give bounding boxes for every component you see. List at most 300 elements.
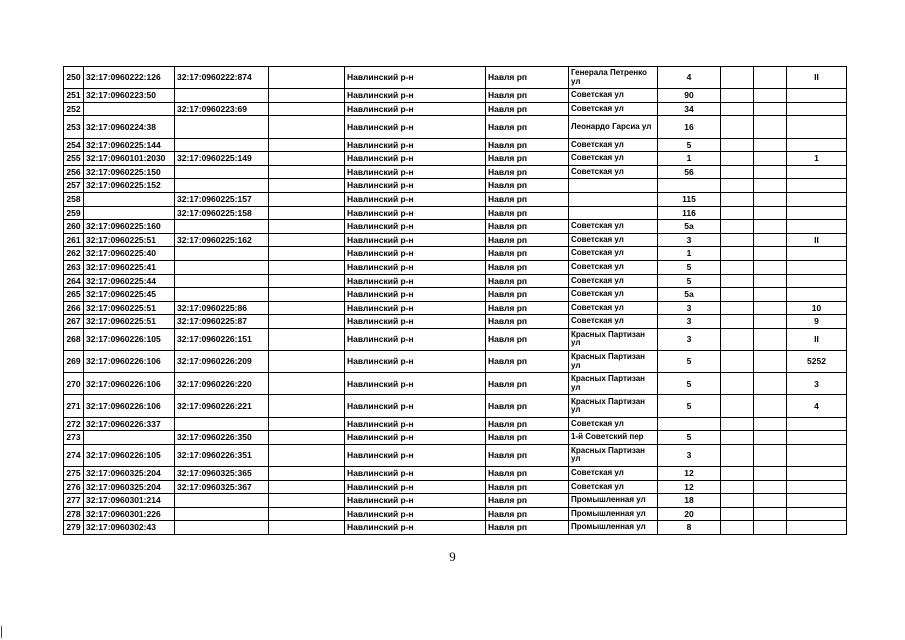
locality-cell: Навля рп	[486, 328, 569, 350]
house-number-cell	[658, 179, 721, 193]
row-number-cell: 264	[64, 274, 84, 288]
street-cell: Советская ул	[569, 301, 658, 315]
linked-cadastral-number-cell: 32:17:0960226:151	[175, 328, 269, 350]
apartment-cell: II	[787, 328, 847, 350]
locality-cell: Навля рп	[486, 395, 569, 417]
apartment-cell	[787, 417, 847, 431]
empty-cell	[269, 179, 345, 193]
empty-cell	[269, 102, 345, 116]
empty-cell	[721, 467, 754, 481]
empty-cell	[754, 467, 787, 481]
table-row	[64, 467, 847, 481]
empty-cell	[754, 373, 787, 395]
cadastral-number-cell: 32:17:0960302:43	[84, 521, 175, 535]
locality-cell: Навля рп	[486, 152, 569, 166]
street-cell: Красных Партизан ул	[569, 328, 658, 350]
table-row	[64, 152, 847, 166]
empty-cell	[754, 192, 787, 206]
cadastral-number-cell: 32:17:0960225:51	[84, 315, 175, 329]
table-row	[64, 67, 847, 89]
street-cell: Красных Партизан ул	[569, 395, 658, 417]
linked-cadastral-number-cell	[175, 89, 269, 103]
district-cell: Навлинский р-н	[345, 116, 486, 138]
table-row	[64, 274, 847, 288]
street-cell: Советская ул	[569, 152, 658, 166]
empty-cell	[269, 351, 345, 373]
empty-cell	[721, 431, 754, 445]
house-number-cell: 3	[658, 301, 721, 315]
empty-cell	[721, 67, 754, 89]
row-number-cell: 278	[64, 507, 84, 521]
street-cell: Советская ул	[569, 247, 658, 261]
district-cell: Навлинский р-н	[345, 233, 486, 247]
linked-cadastral-number-cell: 32:17:0960225:158	[175, 206, 269, 220]
linked-cadastral-number-cell: 32:17:0960225:149	[175, 152, 269, 166]
apartment-cell	[787, 165, 847, 179]
linked-cadastral-number-cell	[175, 220, 269, 234]
empty-cell	[269, 192, 345, 206]
empty-cell	[721, 507, 754, 521]
street-cell: Советская ул	[569, 233, 658, 247]
row-number-cell: 257	[64, 179, 84, 193]
house-number-cell: 18	[658, 494, 721, 508]
empty-cell	[269, 138, 345, 152]
empty-cell	[269, 315, 345, 329]
empty-cell	[754, 67, 787, 89]
linked-cadastral-number-cell: 32:17:0960225:87	[175, 315, 269, 329]
table-row	[64, 395, 847, 417]
locality-cell: Навля рп	[486, 521, 569, 535]
row-number-cell: 250	[64, 67, 84, 89]
linked-cadastral-number-cell	[175, 494, 269, 508]
locality-cell: Навля рп	[486, 301, 569, 315]
empty-cell	[754, 521, 787, 535]
locality-cell: Навля рп	[486, 179, 569, 193]
linked-cadastral-number-cell	[175, 138, 269, 152]
cadastral-number-cell	[84, 206, 175, 220]
empty-cell	[754, 247, 787, 261]
linked-cadastral-number-cell: 32:17:0960226:220	[175, 373, 269, 395]
locality-cell: Навля рп	[486, 233, 569, 247]
district-cell: Навлинский р-н	[345, 206, 486, 220]
house-number-cell: 5	[658, 274, 721, 288]
district-cell: Навлинский р-н	[345, 373, 486, 395]
apartment-cell: 4	[787, 395, 847, 417]
scan-edge-mark	[1, 626, 2, 638]
linked-cadastral-number-cell: 32:17:0960325:367	[175, 480, 269, 494]
empty-cell	[721, 301, 754, 315]
row-number-cell: 265	[64, 288, 84, 302]
empty-cell	[721, 152, 754, 166]
empty-cell	[721, 192, 754, 206]
street-cell: Промышленная ул	[569, 494, 658, 508]
street-cell: 1-й Советский пер	[569, 431, 658, 445]
district-cell: Навлинский р-н	[345, 260, 486, 274]
table-row	[64, 260, 847, 274]
empty-cell	[754, 102, 787, 116]
row-number-cell: 253	[64, 116, 84, 138]
district-cell: Навлинский р-н	[345, 395, 486, 417]
empty-cell	[754, 89, 787, 103]
apartment-cell: 5252	[787, 351, 847, 373]
district-cell: Навлинский р-н	[345, 467, 486, 481]
locality-cell: Навля рп	[486, 67, 569, 89]
table-row	[64, 179, 847, 193]
table-row	[64, 315, 847, 329]
empty-cell	[721, 351, 754, 373]
row-number-cell: 259	[64, 206, 84, 220]
locality-cell: Навля рп	[486, 507, 569, 521]
locality-cell: Навля рп	[486, 494, 569, 508]
cadastral-number-cell: 32:17:0960223:50	[84, 89, 175, 103]
cadastral-number-cell: 32:17:0960225:40	[84, 247, 175, 261]
locality-cell: Навля рп	[486, 373, 569, 395]
page-number: 9	[449, 549, 456, 564]
street-cell: Советская ул	[569, 89, 658, 103]
empty-cell	[269, 233, 345, 247]
locality-cell: Навля рп	[486, 274, 569, 288]
apartment-cell	[787, 467, 847, 481]
locality-cell: Навля рп	[486, 138, 569, 152]
linked-cadastral-number-cell: 32:17:0960222:874	[175, 67, 269, 89]
empty-cell	[754, 507, 787, 521]
empty-cell	[721, 138, 754, 152]
table-row	[64, 220, 847, 234]
house-number-cell: 56	[658, 165, 721, 179]
apartment-cell	[787, 220, 847, 234]
street-cell: Советская ул	[569, 417, 658, 431]
locality-cell: Навля рп	[486, 260, 569, 274]
row-number-cell: 252	[64, 102, 84, 116]
empty-cell	[269, 507, 345, 521]
linked-cadastral-number-cell: 32:17:0960226:351	[175, 444, 269, 466]
empty-cell	[269, 89, 345, 103]
empty-cell	[269, 220, 345, 234]
cadastral-number-cell: 32:17:0960226:105	[84, 328, 175, 350]
row-number-cell: 258	[64, 192, 84, 206]
row-number-cell: 276	[64, 480, 84, 494]
street-cell: Промышленная ул	[569, 507, 658, 521]
cadastral-number-cell: 32:17:0960225:41	[84, 260, 175, 274]
locality-cell: Навля рп	[486, 315, 569, 329]
cadastral-number-cell: 32:17:0960325:204	[84, 467, 175, 481]
linked-cadastral-number-cell	[175, 165, 269, 179]
house-number-cell: 20	[658, 507, 721, 521]
house-number-cell: 5	[658, 351, 721, 373]
empty-cell	[754, 351, 787, 373]
empty-cell	[754, 152, 787, 166]
table-row	[64, 206, 847, 220]
empty-cell	[754, 328, 787, 350]
row-number-cell: 270	[64, 373, 84, 395]
linked-cadastral-number-cell	[175, 247, 269, 261]
house-number-cell: 16	[658, 116, 721, 138]
house-number-cell	[658, 417, 721, 431]
linked-cadastral-number-cell	[175, 116, 269, 138]
locality-cell: Навля рп	[486, 417, 569, 431]
street-cell: Советская ул	[569, 102, 658, 116]
table-row	[64, 507, 847, 521]
empty-cell	[721, 102, 754, 116]
house-number-cell: 3	[658, 328, 721, 350]
linked-cadastral-number-cell	[175, 417, 269, 431]
row-number-cell: 279	[64, 521, 84, 535]
house-number-cell: 5	[658, 138, 721, 152]
apartment-cell	[787, 431, 847, 445]
house-number-cell: 3	[658, 233, 721, 247]
row-number-cell: 262	[64, 247, 84, 261]
empty-cell	[269, 444, 345, 466]
locality-cell: Навля рп	[486, 116, 569, 138]
district-cell: Навлинский р-н	[345, 315, 486, 329]
row-number-cell: 277	[64, 494, 84, 508]
street-cell: Советская ул	[569, 138, 658, 152]
empty-cell	[754, 288, 787, 302]
empty-cell	[269, 206, 345, 220]
apartment-cell	[787, 480, 847, 494]
house-number-cell: 8	[658, 521, 721, 535]
empty-cell	[721, 373, 754, 395]
district-cell: Навлинский р-н	[345, 328, 486, 350]
address-table	[63, 66, 847, 535]
table-row	[64, 116, 847, 138]
empty-cell	[754, 431, 787, 445]
empty-cell	[269, 373, 345, 395]
street-cell: Леонардо Гарсиа ул	[569, 116, 658, 138]
district-cell: Навлинский р-н	[345, 165, 486, 179]
empty-cell	[721, 233, 754, 247]
cadastral-number-cell: 32:17:0960225:45	[84, 288, 175, 302]
linked-cadastral-number-cell: 32:17:0960226:209	[175, 351, 269, 373]
row-number-cell: 271	[64, 395, 84, 417]
house-number-cell: 12	[658, 467, 721, 481]
cadastral-number-cell: 32:17:0960226:106	[84, 351, 175, 373]
street-cell: Советская ул	[569, 288, 658, 302]
empty-cell	[754, 301, 787, 315]
row-number-cell: 274	[64, 444, 84, 466]
apartment-cell	[787, 288, 847, 302]
empty-cell	[721, 328, 754, 350]
district-cell: Навлинский р-н	[345, 152, 486, 166]
empty-cell	[754, 274, 787, 288]
empty-cell	[269, 328, 345, 350]
empty-cell	[721, 206, 754, 220]
table-row	[64, 89, 847, 103]
street-cell	[569, 179, 658, 193]
empty-cell	[754, 315, 787, 329]
street-cell: Советская ул	[569, 220, 658, 234]
cadastral-number-cell: 32:17:0960225:51	[84, 301, 175, 315]
locality-cell: Навля рп	[486, 247, 569, 261]
empty-cell	[754, 179, 787, 193]
cadastral-number-cell: 32:17:0960301:226	[84, 507, 175, 521]
apartment-cell	[787, 247, 847, 261]
house-number-cell: 115	[658, 192, 721, 206]
empty-cell	[269, 247, 345, 261]
empty-cell	[721, 444, 754, 466]
empty-cell	[754, 260, 787, 274]
apartment-cell: II	[787, 233, 847, 247]
street-cell: Советская ул	[569, 467, 658, 481]
apartment-cell: 9	[787, 315, 847, 329]
row-number-cell: 266	[64, 301, 84, 315]
street-cell: Генерала Петренко ул	[569, 67, 658, 89]
street-cell: Советская ул	[569, 315, 658, 329]
empty-cell	[721, 89, 754, 103]
street-cell: Советская ул	[569, 274, 658, 288]
district-cell: Навлинский р-н	[345, 351, 486, 373]
empty-cell	[269, 431, 345, 445]
house-number-cell: 34	[658, 102, 721, 116]
locality-cell: Навля рп	[486, 102, 569, 116]
empty-cell	[754, 395, 787, 417]
table-row	[64, 444, 847, 466]
empty-cell	[754, 494, 787, 508]
district-cell: Навлинский р-н	[345, 102, 486, 116]
empty-cell	[721, 179, 754, 193]
district-cell: Навлинский р-н	[345, 179, 486, 193]
street-cell: Советская ул	[569, 165, 658, 179]
house-number-cell: 1	[658, 247, 721, 261]
empty-cell	[269, 288, 345, 302]
empty-cell	[269, 480, 345, 494]
cadastral-number-cell: 32:17:0960225:150	[84, 165, 175, 179]
table-row	[64, 351, 847, 373]
empty-cell	[754, 206, 787, 220]
district-cell: Навлинский р-н	[345, 301, 486, 315]
empty-cell	[721, 521, 754, 535]
empty-cell	[269, 116, 345, 138]
empty-cell	[754, 233, 787, 247]
cadastral-number-cell: 32:17:0960225:51	[84, 233, 175, 247]
row-number-cell: 268	[64, 328, 84, 350]
table-row	[64, 233, 847, 247]
apartment-cell: II	[787, 67, 847, 89]
table-row	[64, 165, 847, 179]
row-number-cell: 255	[64, 152, 84, 166]
empty-cell	[721, 395, 754, 417]
cadastral-number-cell	[84, 102, 175, 116]
house-number-cell: 12	[658, 480, 721, 494]
linked-cadastral-number-cell	[175, 274, 269, 288]
cadastral-number-cell: 32:17:0960222:126	[84, 67, 175, 89]
locality-cell: Навля рп	[486, 220, 569, 234]
locality-cell: Навля рп	[486, 467, 569, 481]
empty-cell	[721, 116, 754, 138]
district-cell: Навлинский р-н	[345, 220, 486, 234]
apartment-cell	[787, 179, 847, 193]
table-row	[64, 494, 847, 508]
linked-cadastral-number-cell: 32:17:0960226:350	[175, 431, 269, 445]
table-body	[64, 67, 847, 535]
house-number-cell: 3	[658, 444, 721, 466]
house-number-cell: 90	[658, 89, 721, 103]
table-row	[64, 247, 847, 261]
empty-cell	[721, 165, 754, 179]
locality-cell: Навля рп	[486, 206, 569, 220]
district-cell: Навлинский р-н	[345, 521, 486, 535]
cadastral-number-cell: 32:17:0960226:337	[84, 417, 175, 431]
linked-cadastral-number-cell: 32:17:0960226:221	[175, 395, 269, 417]
cadastral-number-cell: 32:17:0960325:204	[84, 480, 175, 494]
empty-cell	[269, 494, 345, 508]
empty-cell	[269, 521, 345, 535]
apartment-cell: 3	[787, 373, 847, 395]
locality-cell: Навля рп	[486, 288, 569, 302]
house-number-cell: 116	[658, 206, 721, 220]
cadastral-number-cell: 32:17:0960301:214	[84, 494, 175, 508]
table-row	[64, 521, 847, 535]
district-cell: Навлинский р-н	[345, 507, 486, 521]
district-cell: Навлинский р-н	[345, 480, 486, 494]
table-row	[64, 138, 847, 152]
cadastral-number-cell: 32:17:0960225:160	[84, 220, 175, 234]
apartment-cell	[787, 507, 847, 521]
apartment-cell	[787, 206, 847, 220]
house-number-cell: 5а	[658, 220, 721, 234]
locality-cell: Навля рп	[486, 444, 569, 466]
row-number-cell: 275	[64, 467, 84, 481]
locality-cell: Навля рп	[486, 351, 569, 373]
district-cell: Навлинский р-н	[345, 274, 486, 288]
linked-cadastral-number-cell	[175, 288, 269, 302]
row-number-cell: 269	[64, 351, 84, 373]
linked-cadastral-number-cell: 32:17:0960225:86	[175, 301, 269, 315]
linked-cadastral-number-cell	[175, 507, 269, 521]
apartment-cell	[787, 102, 847, 116]
street-cell: Промышленная ул	[569, 521, 658, 535]
locality-cell: Навля рп	[486, 192, 569, 206]
row-number-cell: 256	[64, 165, 84, 179]
district-cell: Навлинский р-н	[345, 67, 486, 89]
linked-cadastral-number-cell	[175, 521, 269, 535]
empty-cell	[721, 417, 754, 431]
street-cell	[569, 192, 658, 206]
table-row	[64, 417, 847, 431]
empty-cell	[721, 274, 754, 288]
street-cell: Красных Партизан ул	[569, 444, 658, 466]
apartment-cell	[787, 521, 847, 535]
district-cell: Навлинский р-н	[345, 288, 486, 302]
cadastral-number-cell: 32:17:0960226:106	[84, 373, 175, 395]
linked-cadastral-number-cell: 32:17:0960223:69	[175, 102, 269, 116]
cadastral-number-cell: 32:17:0960226:105	[84, 444, 175, 466]
district-cell: Навлинский р-н	[345, 89, 486, 103]
linked-cadastral-number-cell: 32:17:0960325:365	[175, 467, 269, 481]
cadastral-number-cell: 32:17:0960226:106	[84, 395, 175, 417]
cadastral-number-cell: 32:17:0960224:38	[84, 116, 175, 138]
apartment-cell: 1	[787, 152, 847, 166]
district-cell: Навлинский р-н	[345, 431, 486, 445]
apartment-cell	[787, 89, 847, 103]
empty-cell	[721, 260, 754, 274]
district-cell: Навлинский р-н	[345, 247, 486, 261]
row-number-cell: 254	[64, 138, 84, 152]
cadastral-number-cell: 32:17:0960225:44	[84, 274, 175, 288]
district-cell: Навлинский р-н	[345, 417, 486, 431]
empty-cell	[754, 220, 787, 234]
empty-cell	[754, 480, 787, 494]
district-cell: Навлинский р-н	[345, 494, 486, 508]
empty-cell	[269, 274, 345, 288]
empty-cell	[754, 165, 787, 179]
empty-cell	[269, 467, 345, 481]
table-row	[64, 102, 847, 116]
district-cell: Навлинский р-н	[345, 192, 486, 206]
apartment-cell	[787, 494, 847, 508]
empty-cell	[721, 220, 754, 234]
apartment-cell: 10	[787, 301, 847, 315]
